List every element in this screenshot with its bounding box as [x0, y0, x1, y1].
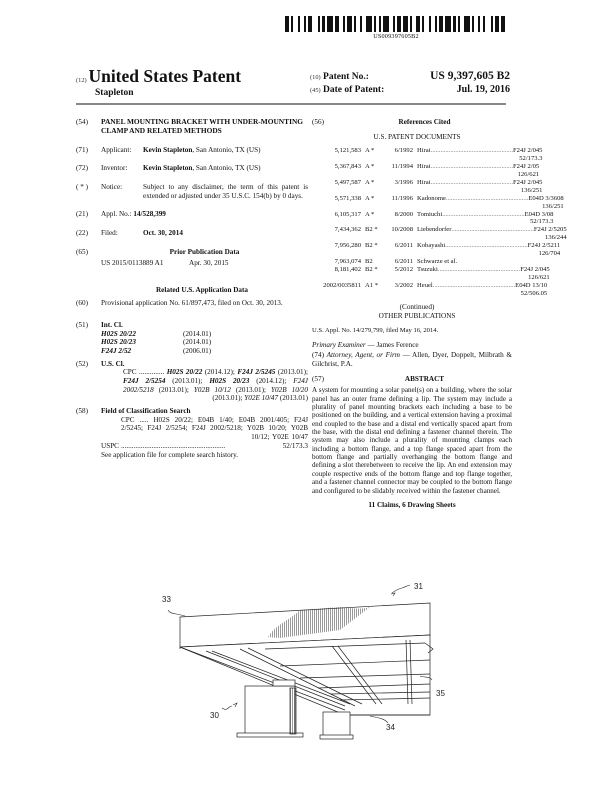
ref-number: 5,571,338 [334, 194, 361, 202]
int-cl-class: H02S 20/23 [101, 338, 136, 347]
ref-kind: A * [365, 147, 375, 155]
cpc-label: CPC ..... [121, 415, 149, 424]
int-cl-version: (2014.01) [183, 329, 212, 338]
ref-subclass: 52/506.05 [520, 289, 548, 297]
right-column [312, 118, 567, 510]
entry-code: (65) [76, 247, 88, 256]
notice-entry [76, 183, 308, 200]
search-history-note: See application file for complete search history. [101, 451, 239, 460]
ref-date: 11/1996 [391, 194, 413, 202]
ref-dots: .................................................. [442, 210, 525, 218]
ref-number: 5,121,583 [334, 147, 361, 155]
field-search-heading: Field of Classification Search [101, 406, 191, 415]
filed-label: Filed: [101, 228, 118, 237]
patent-number: US 9,397,605 B2 [430, 70, 510, 82]
ref-class: E04D 3/08 [524, 210, 554, 218]
uspc-dots: .......................................................... [120, 442, 226, 451]
ref-subclass: 126/704 [538, 250, 561, 258]
int-cl-version: (2006.01) [183, 347, 212, 356]
related-heading: Related U.S. Application Data [155, 285, 249, 294]
ref-date: 3/1996 [394, 178, 413, 186]
reference-row [318, 194, 564, 211]
related-entry [76, 299, 308, 308]
ref-subclass: 52/173.3 [530, 218, 554, 226]
uspc-value: 52/173.3 [282, 442, 308, 451]
notice-text: Subject to any disclaimer, the term of this patent is extended or adjusted under 35 U.S.C. 154(b) by 0 days. [143, 183, 308, 200]
ref-label-33: 33 [162, 595, 171, 604]
ref-kind: A1 * [365, 281, 379, 289]
ref-name: Hirai [417, 178, 431, 186]
entry-code: (57) [312, 374, 324, 383]
ref-dots: .................................................. [445, 242, 528, 250]
abstract-heading-row [312, 375, 512, 384]
attorney-name: — Allen, Dyer, Doppelt, Milbrath & Gilchrist, P.A. [312, 351, 512, 368]
ref-kind: A * [365, 210, 375, 218]
reference-row [318, 242, 561, 258]
ref-name: Tsuzuki [417, 265, 438, 273]
inventor-surname: Stapleton [95, 88, 134, 98]
ref-date: 10/2008 [391, 226, 413, 234]
type-code: (12) [76, 77, 87, 84]
cpc-version: (2013.01) [278, 394, 308, 403]
references-list [312, 147, 567, 297]
ref-subclass: 126/621 [528, 273, 550, 281]
patent-date: Jul. 19, 2016 [456, 84, 510, 95]
related-text: Provisional application No. 61/897,473, filed on Oct. 30, 2013. [101, 298, 283, 307]
other-publications-heading: OTHER PUBLICATIONS [378, 312, 456, 321]
entry-code: (72) [76, 164, 88, 173]
ref-name: Hirai [417, 163, 431, 171]
cpc-version: (2013.01); [230, 385, 272, 394]
cpc-class: F24J 2002/5218 [123, 377, 308, 394]
bracket-left [245, 686, 295, 734]
ref-number: 6,105,317 [334, 210, 361, 218]
field-search-cpc-codes: H02S 20/22; E04B 1/40; E04B 2001/405; F24J 2/5245; F24J 2/5254; F24J 2002/5218; Y02B 10/20; Y02B 10/12; Y02E 10/47 [121, 415, 309, 441]
ref-number: 5,497,587 [334, 178, 361, 186]
ref-number: 8,181,402 [334, 265, 361, 273]
ref-number: 7,963,074 [334, 257, 361, 265]
cpc-version: (2014.12); [202, 368, 238, 377]
us-cl-entry [76, 360, 308, 403]
ref-label-31: 31 [414, 582, 423, 591]
int-cl-class: F24J 2/52 [101, 347, 132, 356]
ref-label-35: 35 [436, 689, 445, 698]
ref-kind: B2 * [365, 242, 378, 250]
ref-class: F24J 2/045 [512, 147, 543, 155]
ref-dots: .................................................. [432, 281, 516, 289]
prior-pub-heading: Prior Publication Data [169, 247, 240, 256]
patent-type-title: United States Patent [88, 66, 242, 86]
reference-row [318, 147, 543, 163]
abstract-heading: ABSTRACT [404, 374, 445, 383]
invention-title: PANEL MOUNTING BRACKET WITH UNDER-MOUNTING CLAMP AND RELATED METHODS [101, 117, 304, 135]
reference-row [318, 178, 543, 195]
entry-code: (71) [76, 145, 88, 154]
int-cl-row [101, 338, 308, 347]
ref-date: 6/1992 [394, 147, 413, 155]
field-search-entry [76, 407, 308, 460]
int-cl-class: H02S 20/22 [101, 329, 136, 338]
ref-class: F24J 2/045 [520, 265, 550, 273]
cpc-version: (2013.01); [153, 385, 194, 394]
reference-row [318, 226, 567, 242]
ref-date: 6/2011 [394, 242, 413, 250]
cpc-class: Y02E 10/47 [244, 394, 279, 403]
reference-row [318, 265, 550, 282]
ref-number: 7,956,280 [334, 242, 361, 250]
patent-number-row [310, 70, 510, 84]
inventor-entry [76, 164, 308, 173]
ref-date: 3/2002 [394, 281, 413, 289]
int-cl-row [101, 330, 308, 339]
ref-number: 2002/0035811 [323, 281, 361, 289]
cpc-version: (2013.01); [165, 377, 210, 385]
ref-date: 8/2000 [394, 210, 413, 218]
entry-code: ( * ) [76, 183, 88, 192]
uspc-label: USPC [101, 442, 119, 451]
ref-dots: .................................................. [437, 265, 521, 273]
solar-panel [180, 603, 433, 715]
ref-kind: A * [365, 163, 375, 171]
inventor-label: Inventor: [101, 164, 128, 173]
attorney-label: Attorney, Agent, or Firm [326, 351, 400, 360]
applicant-location: , San Antonio, TX (US) [192, 145, 261, 154]
cpc-version: (2013.01); [212, 394, 245, 403]
examiner-name: — James Ference [365, 340, 419, 349]
reference-row [318, 210, 554, 227]
references-heading: References Cited [398, 118, 451, 126]
ref-name: Heuel [417, 281, 433, 289]
ref-subclass: 52/173.3 [519, 155, 543, 163]
entry-code: (74) [312, 351, 324, 360]
appl-no-entry [76, 210, 308, 219]
prior-pub-entry [76, 248, 308, 268]
entry-code: (54) [76, 118, 88, 126]
ref-kind: A * [365, 194, 375, 202]
left-column [76, 118, 308, 470]
patent-drawing [140, 580, 480, 792]
int-cl-version: (2014.01) [183, 338, 212, 347]
entry-code: (21) [76, 210, 88, 219]
ref-class: E04D 3/3608 [528, 194, 564, 202]
ref-date: 6/2011 [394, 257, 413, 265]
filed-value: Oct. 30, 2014 [143, 228, 183, 237]
references-heading-row [312, 118, 512, 127]
applicant-name: Kevin Stapleton [143, 145, 193, 154]
us-patent-docs-heading: U.S. PATENT DOCUMENTS [373, 132, 461, 141]
cpc-class: Y02B 10/20 [271, 385, 308, 394]
ref-number: 7,434,362 [334, 226, 361, 234]
us-cl-heading: U.S. Cl. [101, 359, 125, 368]
patent-header-right [310, 70, 510, 98]
reference-row [318, 281, 548, 298]
patent-no-code: (10) [310, 74, 321, 81]
barcode-text: US009397605B2 [373, 33, 419, 40]
patent-no-label: Patent No.: [323, 72, 369, 82]
ref-kind: B2 * [365, 226, 378, 234]
entry-code: (56) [312, 118, 324, 126]
date-label: Date of Patent: [323, 85, 385, 95]
bracket-right [323, 712, 350, 736]
ref-name: Kadonome [417, 194, 446, 202]
ref-subclass: 136/251 [520, 186, 543, 194]
reference-row [318, 258, 512, 266]
abstract-text: A system for mounting a solar panel(s) on a building, where the solar panel has an outer frame defining a lip. The system may include a plurality of panel mounting brackets each including a base to be positioned on the building, and a vertical extension having a proximal end coupled to the base and a distal end vertically spaced apart from the base, with the distal end defining a fastener channel therein. The system may also include a plurality of mounting clamps each including a bottom flange, and a top flange spaced apart from the bottom flange and partially overhanging the bottom flange and defining a slot therebetween to receive the lip. An end extension may couple respective ends of the bottom flange and top flange together, and a fastener channel connector may be coupled to the bottom flange and configured to be slidably received within the fastener channel. [312, 386, 512, 495]
claims-summary: 11 Claims, 6 Drawing Sheets [368, 500, 456, 509]
ref-dots: .................................................. [445, 194, 529, 202]
ref-subclass: 136/251 [542, 202, 564, 210]
entry-code: (52) [76, 359, 88, 368]
filed-entry [76, 229, 308, 238]
ref-label-34: 34 [386, 723, 395, 732]
entry-code: (60) [76, 298, 88, 307]
applicant-label: Applicant: [101, 145, 132, 154]
ref-subclass: 136/244 [545, 234, 567, 242]
barcode [285, 16, 507, 32]
reference-row [318, 163, 540, 179]
ref-name: Hirai [417, 147, 431, 155]
ref-subclass: 126/621 [517, 171, 540, 178]
entry-code: (51) [76, 321, 88, 330]
patent-date-row [310, 84, 510, 98]
cpc-version: (2014.12); [249, 377, 294, 385]
int-cl-row [101, 347, 308, 356]
int-cl-entry [76, 321, 308, 356]
ref-number: 5,367,843 [334, 163, 361, 171]
cpc-class: F24J 2/5254 [123, 377, 166, 385]
int-cl-list [101, 330, 308, 356]
entry-code: (22) [76, 228, 88, 237]
us-cl-cpc [101, 368, 308, 403]
cpc-class: H02S 20/23 [209, 377, 250, 385]
ref-dots: .................................................. [430, 147, 513, 155]
ref-name: Kobayashi [417, 242, 446, 250]
cpc-class: H02S 20/22 [166, 368, 203, 377]
cpc-class: F24J 2/5245 [237, 368, 276, 377]
date-code: (45) [310, 87, 321, 94]
ref-class: F24J 2/5205 [533, 226, 567, 234]
examiner-label: Primary Examiner [312, 340, 366, 349]
entry-code: (58) [76, 406, 88, 415]
appl-no-label: Appl. No.: [101, 210, 132, 219]
examiner-line [312, 341, 512, 350]
inventor-location: , San Antonio, TX (US) [192, 164, 261, 173]
bracket-right-base [320, 735, 353, 739]
ref-class: F24J 2/05 [512, 163, 540, 171]
int-cl-heading: Int. Cl. [101, 321, 123, 330]
title-entry [76, 118, 308, 136]
header-divider [76, 103, 506, 105]
ref-class: F24J 2/045 [512, 178, 543, 186]
ref-label-30: 30 [210, 711, 219, 720]
ref-kind: A * [365, 178, 375, 186]
ref-kind: B2 * [365, 265, 378, 273]
ref-name: Liebendorfer [417, 226, 452, 234]
attorney-line [312, 351, 512, 368]
ref-dots: .................................................. [430, 178, 513, 186]
ref-date: 11/1994 [391, 163, 413, 171]
prior-pub-date: Apr. 30, 2015 [189, 259, 229, 268]
barcode-bar [505, 16, 507, 32]
ref-dots: .................................................. [451, 226, 534, 234]
cpc-version: (2013.01); [275, 368, 309, 377]
cpc-class: Y02B 10/12 [193, 385, 231, 394]
notice-label: Notice: [101, 183, 123, 192]
uspc-row [101, 442, 308, 451]
field-search-cpc [101, 416, 308, 442]
ref-kind: B2 [365, 257, 373, 265]
ref-class: E04D 13/10 [515, 281, 548, 289]
ref-dots: .................................................. [430, 163, 513, 171]
ref-class: F24J 2/5211 [527, 242, 561, 250]
prior-pub-number: US 2015/0113889 A1 [101, 259, 164, 268]
ref-name: Tomiuchi [417, 210, 443, 218]
continued-label: (Continued) [399, 302, 435, 311]
inventor-name: Kevin Stapleton [143, 164, 193, 173]
ref-date: 5/2012 [394, 265, 413, 273]
appl-no-value: 14/528,399 [133, 210, 166, 219]
applicant-entry [76, 146, 308, 155]
patent-header-left [76, 66, 241, 99]
cpc-label: CPC .............. [123, 368, 165, 377]
ref-name: Schwarze et al. [417, 257, 458, 265]
other-publication: U.S. Appl. No. 14/279,799, filed May 16, 2014. [312, 326, 439, 334]
